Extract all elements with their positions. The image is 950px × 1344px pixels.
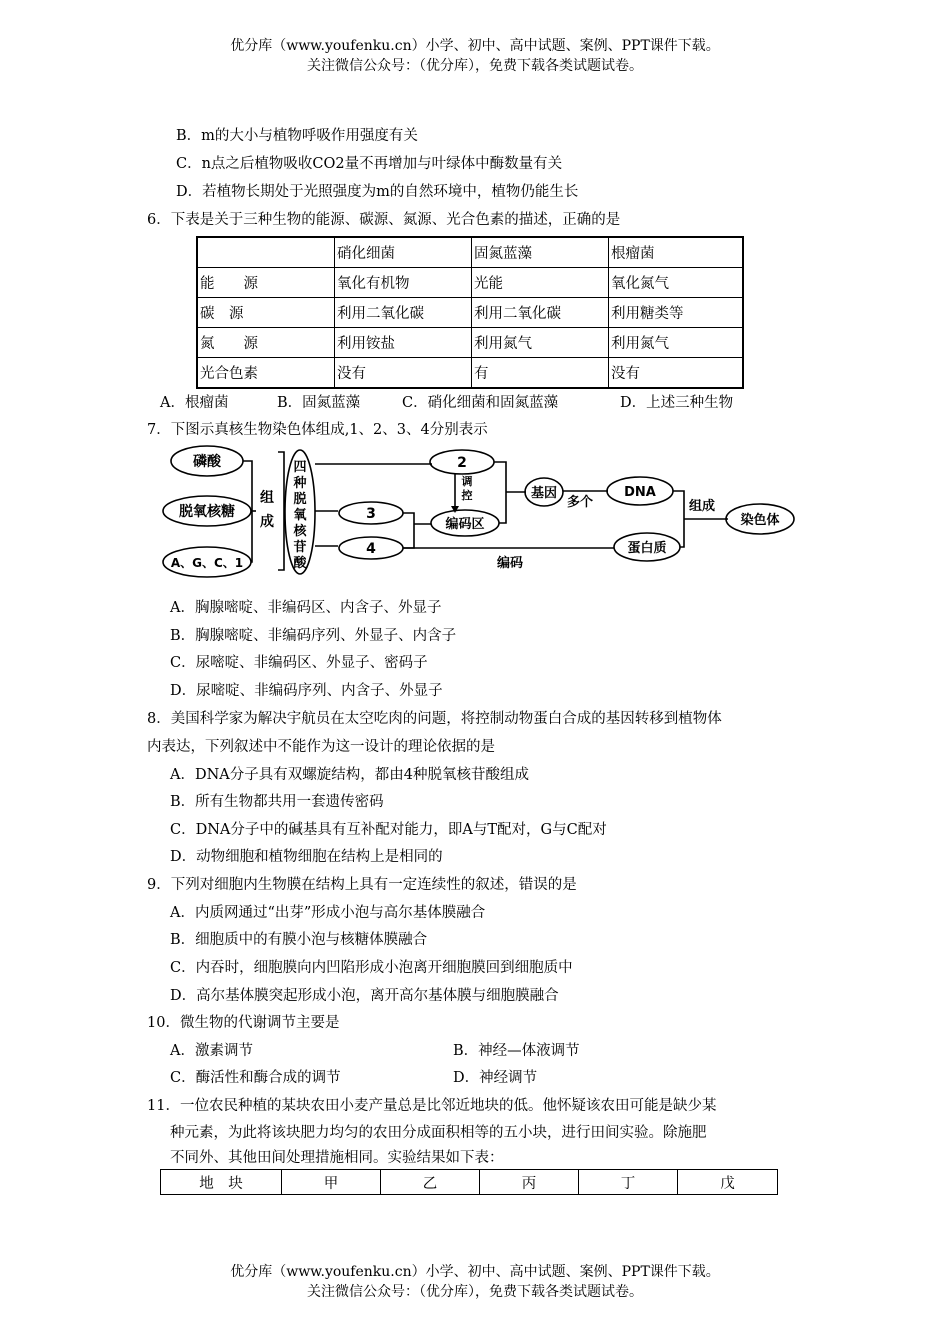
node-4-label: 4: [366, 541, 376, 557]
table-cell: 光能: [472, 268, 609, 298]
q9-option-b: B．细胞质中的有膜小泡与核糖体膜融合: [170, 932, 428, 948]
dna-label: DNA: [624, 485, 656, 500]
table-cell: 能 源: [197, 268, 335, 298]
q11-table: [160, 1169, 778, 1195]
q10-option-d: D．神经调节: [453, 1070, 538, 1086]
q8-option-c: C．DNA分子中的碱基具有互补配对能力，即A与T配对，G与C配对: [170, 822, 607, 838]
chromosome-diagram: [160, 444, 800, 580]
table-cell: 没有: [335, 358, 472, 389]
footer-line-2: 关注微信公众号：（优分库），免费下载各类试题试卷。: [307, 1284, 643, 1300]
header-line-1: 优分库（www.youfenku.cn）小学、初中、高中试题、案例、PPT课件下载。: [230, 38, 720, 54]
table-row: [197, 268, 743, 298]
encode-label: 编码: [496, 556, 524, 571]
q11-stem-line-1: 11．一位农民种植的某块农田小麦产量总是比邻近地块的低。他怀疑该农田可能是缺少某: [147, 1098, 717, 1114]
table-cell: 固氮蓝藻: [472, 237, 609, 268]
node-2-label: 2: [457, 455, 467, 471]
q10-stem: 10．微生物的代谢调节主要是: [147, 1015, 340, 1031]
q6-stem: 6．下表是关于三种生物的能源、碳源、氮源、光合色素的描述，正确的是: [147, 212, 621, 228]
table-cell: 氮 源: [197, 328, 335, 358]
phosphate-label: 磷酸: [193, 454, 221, 470]
q7-stem: 7．下图示真核生物染色体组成,1、2、3、4分别表示: [147, 422, 488, 438]
table-cell: [197, 237, 335, 268]
q8-option-a: A．DNA分子具有双螺旋结构，都由4种脱氧核苷酸组成: [170, 767, 529, 783]
table-cell: 硝化细菌: [335, 237, 472, 268]
table-cell: 丙: [480, 1170, 579, 1195]
q10-option-a: A．激素调节: [170, 1043, 253, 1059]
q5-option-c: C．n点之后植物吸收CO2量不再增加与叶绿体中酶数量有关: [176, 156, 563, 172]
nucleotide-char: 脱: [293, 492, 307, 507]
regulate-label-1: 调: [461, 475, 473, 488]
q7-option-a: A．胸腺嘧啶、非编码区、内含子、外显子: [170, 600, 442, 616]
footer-line-1: 优分库（www.youfenku.cn）小学、初中、高中试题、案例、PPT课件下载。: [230, 1264, 720, 1280]
q7-option-c: C．尿嘧啶、非编码区、外显子、密码子: [170, 655, 428, 671]
q8-option-b: B．所有生物都共用一套遗传密码: [170, 794, 384, 810]
table-cell: 乙: [381, 1170, 480, 1195]
nucleotide-char: 苷: [293, 540, 307, 555]
table-row: [161, 1170, 778, 1195]
regulate-label-2: 控: [461, 489, 473, 502]
table-cell: 戊: [678, 1170, 778, 1195]
table-row: [197, 328, 743, 358]
nucleotide-char: 核: [293, 524, 307, 539]
q6-option-d: D．上述三种生物: [620, 395, 734, 411]
table-cell: 氧化有机物: [335, 268, 472, 298]
q9-option-c: C．内吞时，细胞膜向内凹陷形成小泡离开细胞膜回到细胞质中: [170, 960, 573, 976]
table-cell: 利用糖类等: [609, 298, 744, 328]
q7-option-d: D．尿嘧啶、非编码序列、内含子、外显子: [170, 683, 443, 699]
table-cell: 利用氮气: [472, 328, 609, 358]
bases-label: A、G、C、1: [170, 556, 244, 570]
q10-option-b: B．神经—体液调节: [453, 1043, 580, 1059]
table-cell: 利用氮气: [609, 328, 744, 358]
deoxyribose-label: 脱氧核糖: [179, 504, 235, 520]
nucleotide-char: 种: [293, 476, 307, 491]
nucleotide-char: 酸: [293, 556, 307, 571]
table-cell: 根瘤菌: [609, 237, 744, 268]
q8-option-d: D．动物细胞和植物细胞在结构上是相同的: [170, 849, 443, 865]
gene-label: 基因: [530, 486, 558, 501]
nucleotide-char: 氧: [293, 508, 307, 523]
header-line-2: 关注微信公众号：（优分库），免费下载各类试题试卷。: [307, 58, 643, 74]
table-cell: 氧化氮气: [609, 268, 744, 298]
q6-table: [196, 236, 744, 389]
node-3-label: 3: [366, 506, 376, 522]
table-cell: 光合色素: [197, 358, 335, 389]
q9-stem: 9．下列对细胞内生物膜在结构上具有一定连续性的叙述，错误的是: [147, 877, 577, 893]
table-cell: 地 块: [161, 1170, 282, 1195]
table-cell: 有: [472, 358, 609, 389]
coding-region-label: 编码区: [445, 517, 485, 532]
q6-option-c: C．硝化细菌和固氮蓝藻: [402, 395, 559, 411]
q8-stem-line-2: 内表达，下列叙述中不能作为这一设计的理论依据的是: [147, 739, 495, 755]
chromosome-label: 染色体: [740, 513, 780, 528]
table-cell: 利用二氧化碳: [472, 298, 609, 328]
q11-stem-line-3: 不同外、其他田间处理措施相同。实验结果如下表：: [170, 1150, 504, 1166]
table-cell: 碳 源: [197, 298, 335, 328]
table-cell: 利用二氧化碳: [335, 298, 472, 328]
table-row: [197, 237, 743, 268]
q5-option-b: B．m的大小与植物呼吸作用强度有关: [176, 128, 418, 144]
table-row: [197, 298, 743, 328]
compose-label-3: 组成: [688, 499, 716, 514]
q9-option-d: D．高尔基体膜突起形成小泡，离开高尔基体膜与细胞膜融合: [170, 988, 559, 1004]
table-cell: 没有: [609, 358, 744, 389]
q9-option-a: A．内质网通过“出芽”形成小泡与高尔基体膜融合: [170, 905, 486, 921]
compose-label-2: 成: [260, 514, 274, 530]
nucleotide-char: 四: [293, 460, 307, 475]
q7-option-b: B．胸腺嘧啶、非编码序列、外显子、内含子: [170, 628, 457, 644]
q5-option-d: D．若植物长期处于光照强度为m的自然环境中，植物仍能生长: [176, 184, 579, 200]
table-cell: 利用铵盐: [335, 328, 472, 358]
q6-option-a: A．根瘤菌: [160, 395, 229, 411]
compose-label-1: 组: [260, 490, 274, 506]
q10-option-c: C．酶活性和酶合成的调节: [170, 1070, 341, 1086]
q6-option-b: B．固氮蓝藻: [277, 395, 361, 411]
protein-label: 蛋白质: [627, 541, 667, 556]
q11-stem-line-2: 种元素，为此将该块肥力均匀的农田分成面积相等的五小块，进行田间实验。除施肥: [170, 1125, 707, 1141]
table-row: [197, 358, 743, 389]
multiple-label: 多个: [566, 495, 594, 510]
table-cell: 甲: [282, 1170, 381, 1195]
table-cell: 丁: [579, 1170, 678, 1195]
q8-stem-line-1: 8．美国科学家为解决宇航员在太空吃肉的问题，将控制动物蛋白合成的基因转移到植物体: [147, 711, 722, 727]
